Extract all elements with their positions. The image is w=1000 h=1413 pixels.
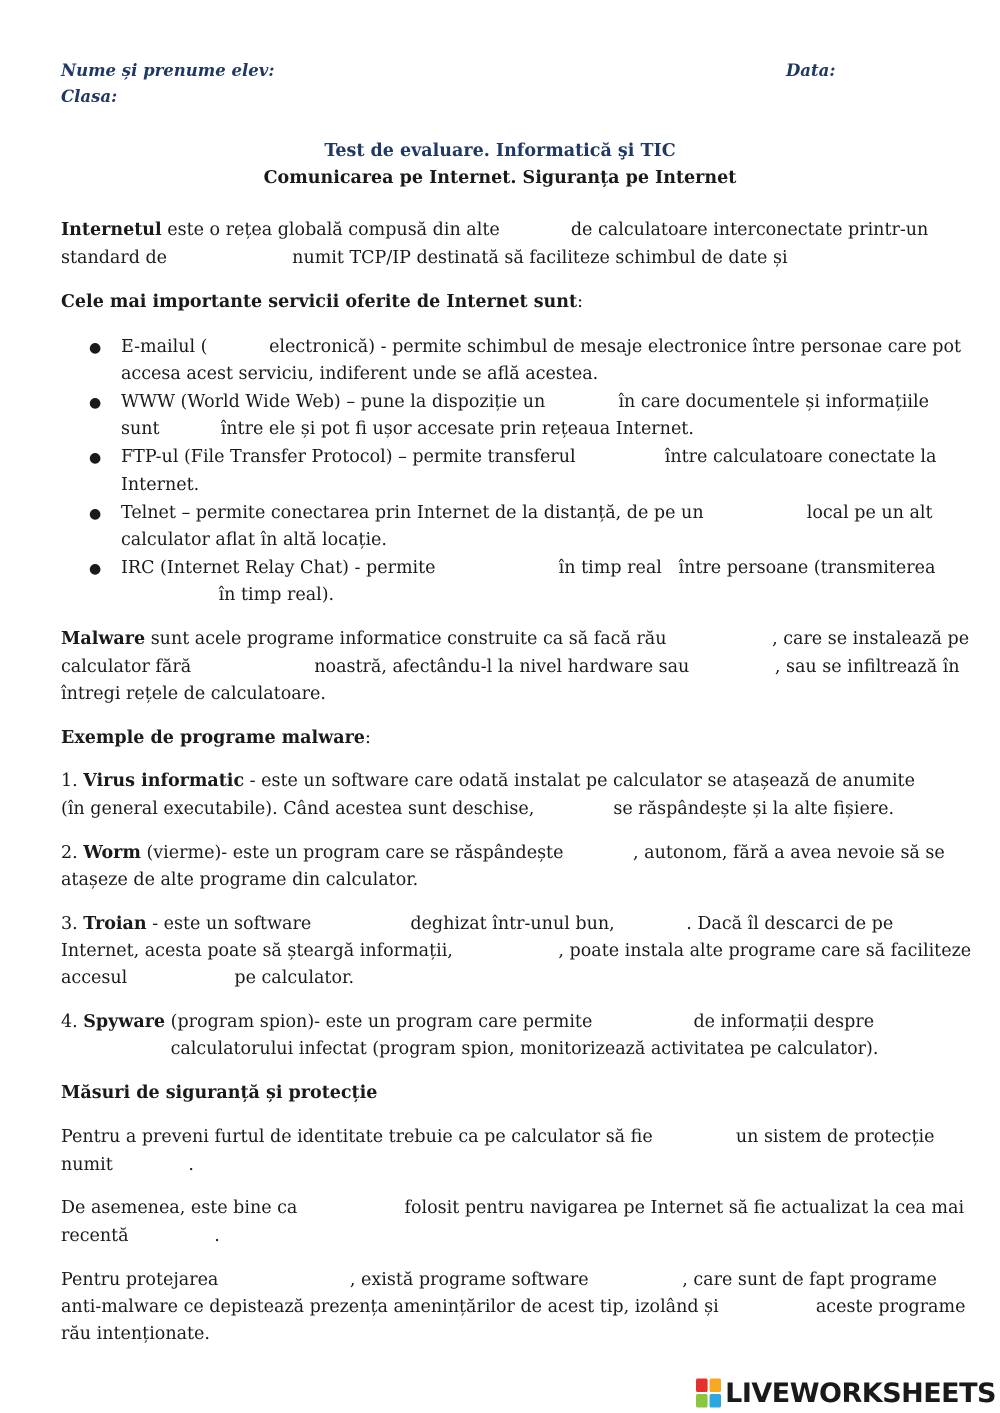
service-ftp-line-1: FTP-ul (File Transfer Protocol) – permite transferul între calculatoare conectate la [121, 447, 937, 467]
service-www-line-2: sunt între ele și pot fi ușor accesate prin rețeaua Internet. [121, 419, 694, 439]
example-worm-line-1: 2. Worm (vierme)- este un program care se răspândește , autonom, fără a avea nevoie să se [61, 843, 945, 863]
example-virus-line-1: 1. Virus informatic - este un software care odată instalat pe calculator se atașează de anumite [61, 771, 915, 791]
safety-p2-line-2: recentă . [61, 1226, 220, 1246]
malware-line-3: întregi rețele de calculatoare. [61, 684, 326, 704]
example-spyware-line-1: 4. Spyware (program spion)- este un program care permite de informații despre [61, 1012, 875, 1032]
safety-p1-line-2: numit . [61, 1155, 194, 1175]
safety-p3-line-1: Pentru protejarea , există programe software , care sunt de fapt programe [61, 1270, 937, 1290]
term-malware: Malware [61, 629, 146, 649]
bullet-icon: ● [89, 506, 102, 522]
example-virus-line-2: (în general executabile). Când acestea sunt deschise, se răspândește și la alte fișiere. [61, 799, 895, 819]
page-title: Test de evaluare. Informatică şi TIC [324, 141, 676, 161]
liveworksheets-watermark [696, 1376, 996, 1410]
safety-p3-line-2: anti-malware ce depistează prezența amenințărilor de acest tip, izolând și aceste programe [61, 1297, 966, 1317]
service-www-line-1: WWW (World Wide Web) – pune la dispoziție un în care documentele și informațiile [121, 392, 929, 412]
intro-line-2: standard de numit TCP/IP destinată să faciliteze schimbul de date și [61, 248, 788, 268]
example-troian-line-3: accesul pe calculator. [61, 968, 355, 988]
safety-heading: Măsuri de siguranță și protecție [61, 1083, 378, 1103]
service-irc-line-2: în timp real). [213, 585, 335, 605]
malware-line-2: calculator fără noastră, afectându-l la nivel hardware sau , sau se infiltrează în [61, 657, 960, 677]
bullet-icon: ● [89, 395, 102, 411]
safety-p2-line-1: De asemenea, este bine ca folosit pentru navigarea pe Internet să fie actualizat la cea mai [61, 1198, 965, 1218]
service-telnet-line-1: Telnet – permite conectarea prin Internet de la distanță, de pe un local pe un alt [121, 503, 933, 523]
term-internet: Internetul [61, 220, 162, 240]
class-label: Clasa: [61, 87, 118, 106]
watermark-text: LIVEWORKSHEETS [725, 1377, 996, 1409]
liveworksheets-logo-icon [696, 1378, 721, 1408]
service-irc-line-1: IRC (Internet Relay Chat) - permite în timp real între persoane (transmiterea [121, 558, 936, 578]
malware-line-1: Malware sunt acele programe informatice construite ca să facă rău , care se instalează pe [61, 629, 970, 649]
safety-p3-line-3: rău intenționate. [61, 1324, 210, 1344]
safety-p1-line-1: Pentru a preveni furtul de identitate trebuie ca pe calculator să fie un sistem de protecție [61, 1127, 935, 1147]
examples-heading: Exemple de programe malware: [61, 728, 371, 748]
example-troian-line-2: Internet, acesta poate să șteargă informații, , poate instala alte programe care să faciliteze [61, 941, 972, 961]
service-email-line-2: accesa acest serviciu, indiferent unde se află acestea. [121, 364, 599, 384]
student-name-label: Nume și prenume elev: [61, 61, 275, 80]
service-telnet-line-2: calculator aflat în altă locație. [121, 530, 387, 550]
service-ftp-line-2: Internet. [121, 475, 200, 495]
bullet-icon: ● [89, 340, 102, 356]
page-subtitle: Comunicarea pe Internet. Siguranța pe Internet [263, 168, 737, 188]
example-spyware-line-2: calculatorului infectat (program spion, monitorizează activitatea pe calculator). [165, 1039, 879, 1059]
bullet-icon: ● [89, 561, 102, 577]
intro-line-1: Internetul este o rețea globală compusă din alte de calculatoare interconectate printr-un [61, 220, 929, 240]
services-heading: Cele mai importante servicii oferite de Internet sunt: [61, 292, 583, 312]
example-troian-line-1: 3. Troian - este un software deghizat într-unul bun, . Dacă îl descarci de pe [61, 914, 894, 934]
example-worm-line-2: atașeze de alte programe din calculator. [61, 870, 419, 890]
bullet-icon: ● [89, 450, 102, 466]
date-label: Data: [786, 61, 836, 80]
service-email-line-1: E-mailul ( electronică) - permite schimbul de mesaje electronice între personae care pot [121, 337, 962, 357]
